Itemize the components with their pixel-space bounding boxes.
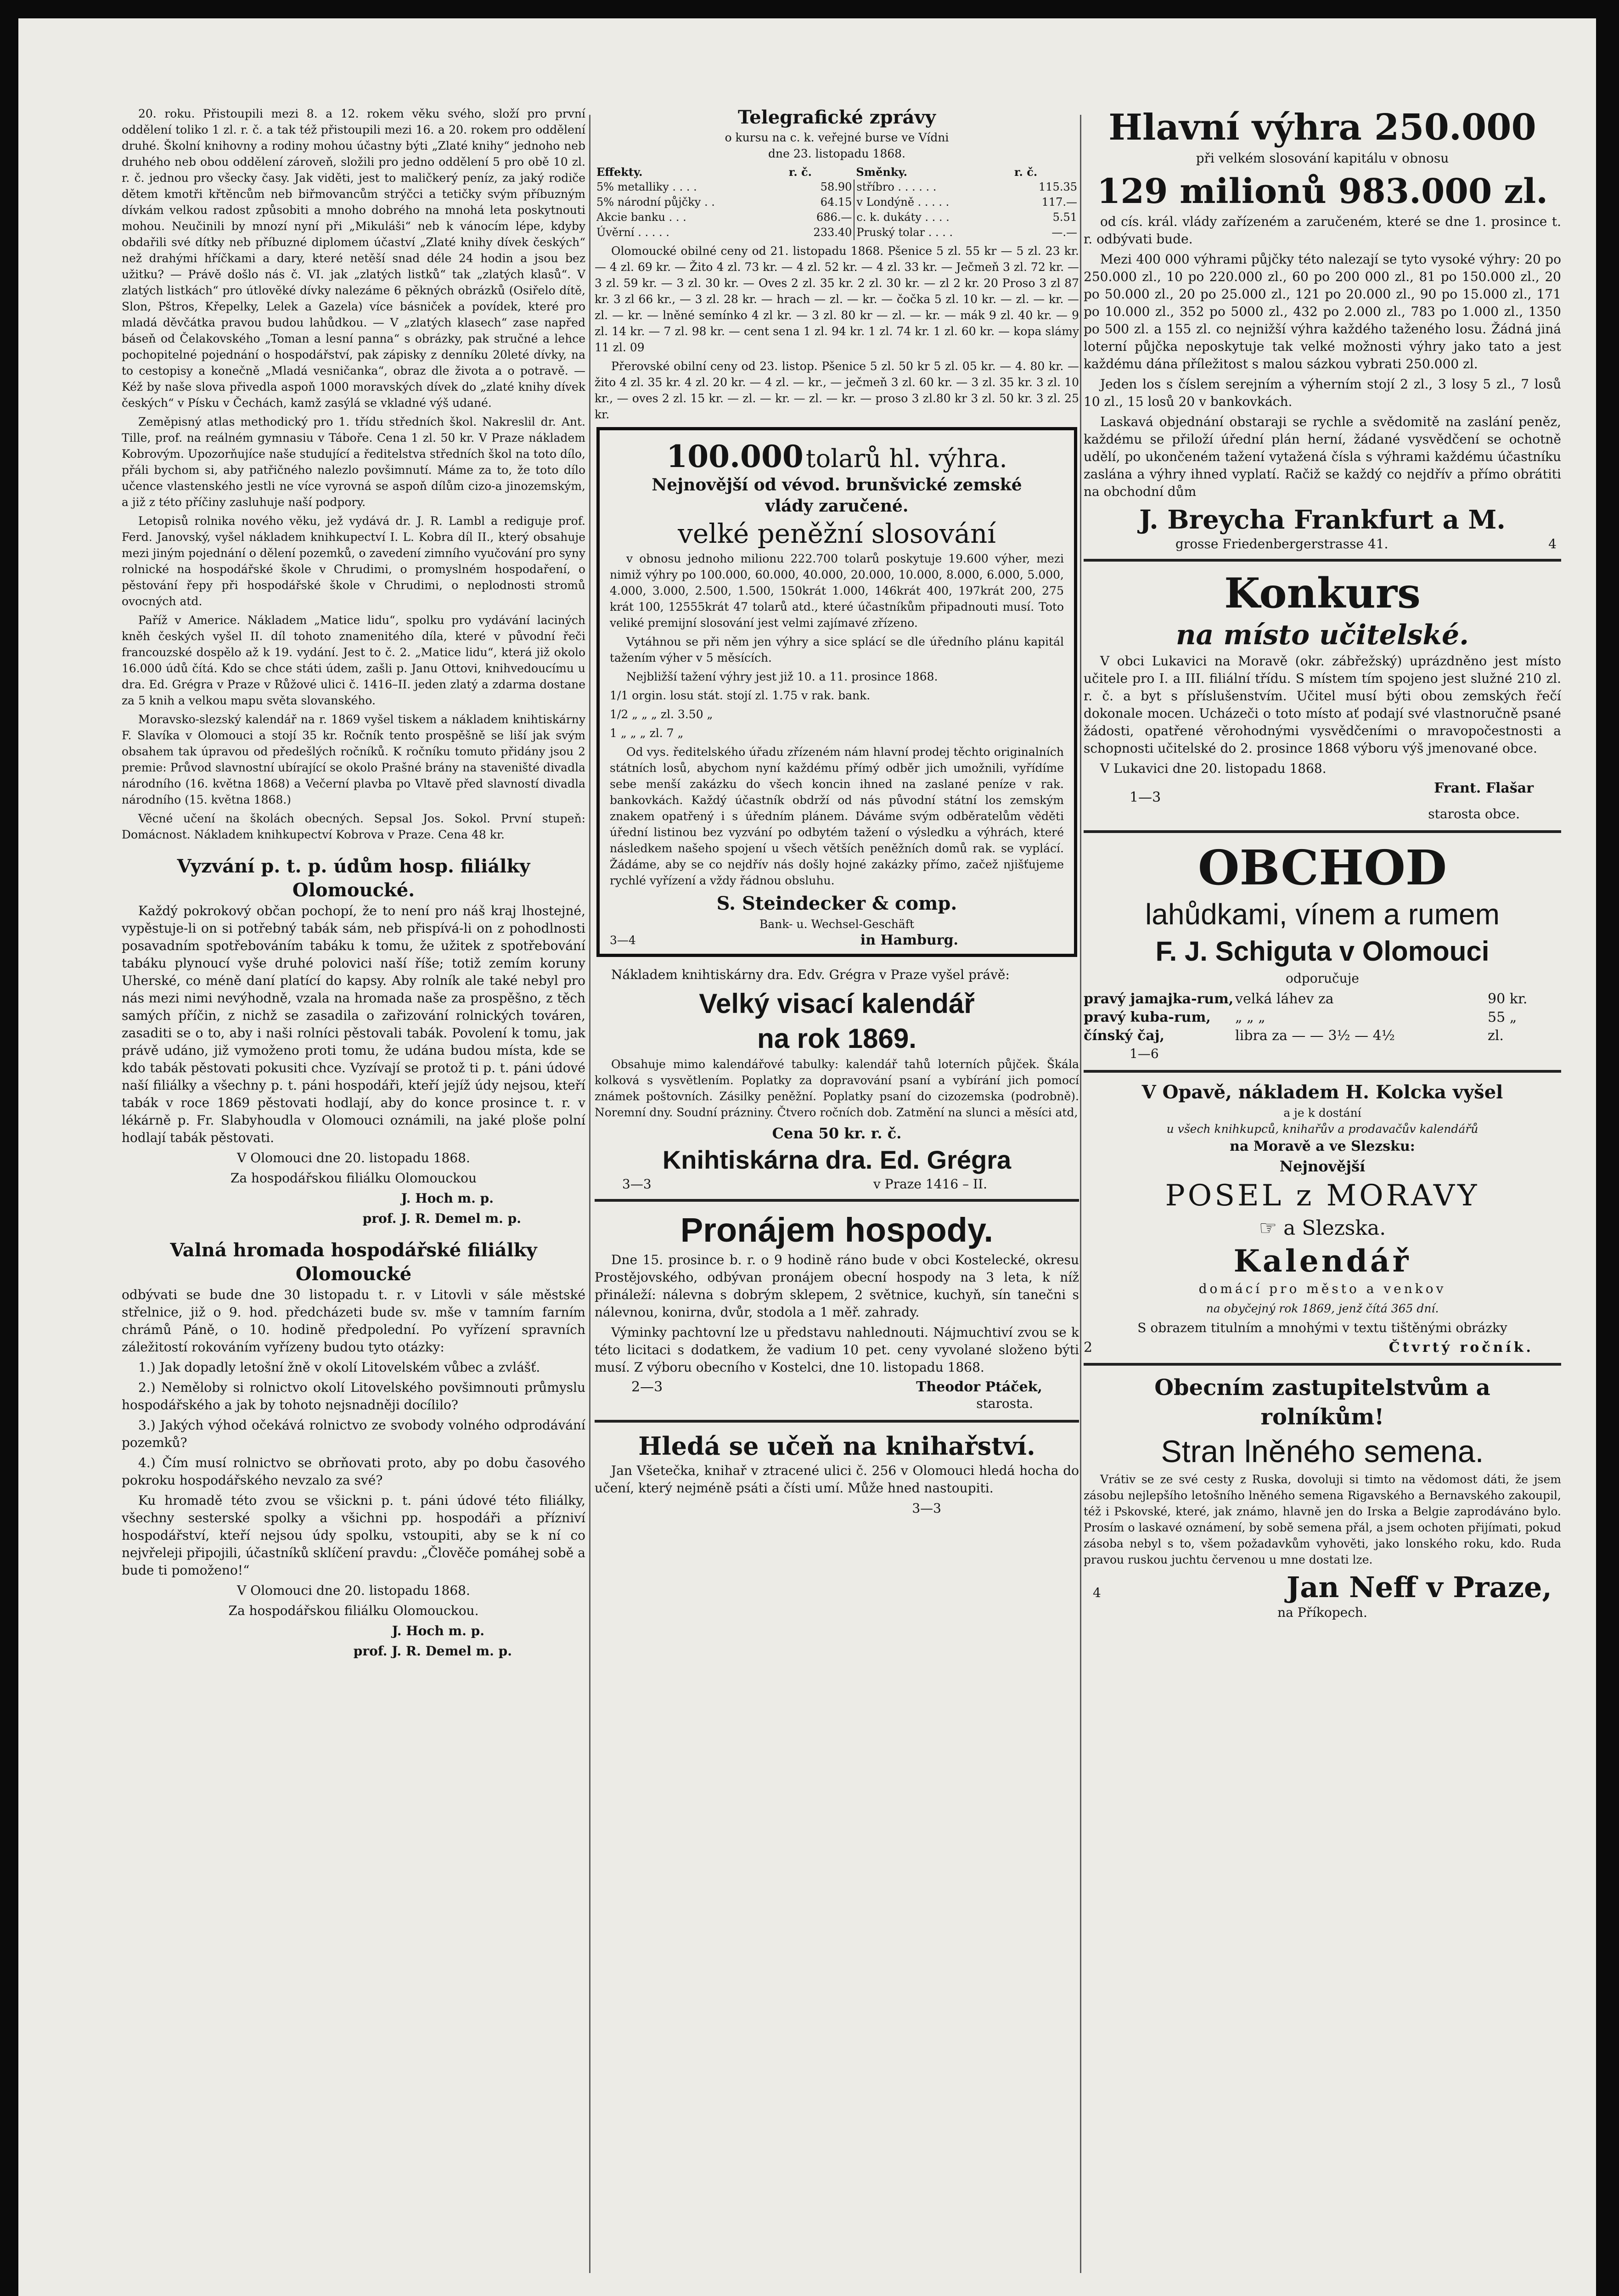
- exchange-cell: c. k. dukáty . . . .: [854, 210, 1012, 225]
- konkurs-sub: na místo učitelské.: [1175, 619, 1469, 651]
- valna-hromada-date: V Olomouci dne 20. listopadu 1868.: [237, 1583, 470, 1598]
- price-value: zl. 3.50 „: [660, 708, 713, 721]
- lottery-big-title: velké peněžní slosování: [678, 518, 996, 549]
- hlavni-vyhra-p2: Mezi 400 000 výhrami půjčky této nalezají se tyto vysoké výhry: 20 po 250.000 zl., 10 po 220.000 zl., 60 po 200 000 zl., 81 po 150.000 zl., 20 po 50.000 zl., 20 po 25.000 zl., 121 po 20.000 zl., 90 po 15.000 zl., 171 po 10.000 zl., 352 po 5000 zl., 432 po 2.000 zl., 783 po 1.000 zl., 1350 po 500 zl. a 155 zl. co nejnižší výhra každého taženého losu. Žádná jiná loterní půjčka neposkytuje tak velké možnosti výhry jako tato a jest každému dána příležitost s malou sázkou vybrati 250.000 zl.: [1084, 252, 1561, 371]
- hlavni-vyhra-p1: od cís. král. vlády zařízeném a zaručeném, které se dne 1. prosince t. r. odbývati bude.: [1084, 214, 1561, 247]
- hlavni-vyhra-p3: Jeden los s číslem serejním a výherním stojí 2 zl., 3 losy 5 zl., 7 losů 10 zl., 15 losů 20 v bankovkách.: [1084, 377, 1561, 409]
- price-value: zl. 1.75 v rak. bank.: [755, 689, 871, 702]
- exchange-cell: 233.40: [813, 226, 852, 239]
- kalendar-title: Velký visací kalendář: [699, 988, 975, 1019]
- lottery-p2: Vytáhnou se při něm jen výhry a sice splácí se dle úředního plánu kapitál tažením výher v 5 měsících.: [610, 635, 1064, 664]
- valna-hromada-title-2: Olomoucké: [295, 1263, 412, 1285]
- pariz-notice: Paříž v Americe. Nákladem „Matice lidu“, spolku pro vydávání laciných kněh českých vyšel II. díl tohoto znamenitého díla, které v původní řeči francouzské dospělo až k 19. vydání. Jest to č. 2. „Matice lidu“, která již okolo 16.000 údů čítá. Kdo se chce státi údem, zašli p. Janu Ottovi, knihvedoucímu u dra. Ed. Grégra v Praze v Růžové ulici č. 1416–II. jeden zlatý a zdarma dostane za 5 knih a velkou mapu světa slovanského.: [122, 613, 585, 707]
- posel-sellers: u všech knihkupců, knihařův a prodavačův kalendářů: [1166, 1122, 1478, 1136]
- pronajem-signature: Theodor Ptáček,: [916, 1379, 1042, 1395]
- kalendar-year: na rok 1869.: [757, 1023, 916, 1054]
- obchod-item-desc: libra za — — 3½ — 4½: [1235, 1028, 1395, 1044]
- atlas-notice: Zeměpisný atlas methodický pro 1. třídu středních škol. Nakreslil dr. Ant. Tille, prof. na reálném gymnasiu v Táboře. Cena 1 zl. 50 kr. V Praze nákladem Kobrovým. Upozorňujíce naše studující a ředitelstva středních škol na toto dílo, přáli bychom si, aby patřičného nalezlo povšimnutí. Máme za to, že toto dílo učence vlastenského jestli ne více vyrovná se aspoň dílům cizo-a jinozemským, a již z této příčiny zasluhuje naší podpory.: [122, 415, 585, 509]
- obchod-item-name: čínský čaj,: [1084, 1028, 1165, 1044]
- vyzvani-date: V Olomouci dne 20. listopadu 1868.: [237, 1150, 470, 1165]
- exchange-cell: 58.90: [820, 180, 852, 193]
- neff-address: na Příkopech.: [1277, 1605, 1367, 1620]
- kalendar-address: v Praze 1416 – II.: [873, 1176, 987, 1192]
- lottery-firm: S. Steindecker & comp.: [716, 893, 957, 914]
- column-rule-1: [589, 115, 590, 2273]
- price-label: 1/1 orgin. losu stát. stojí: [610, 689, 752, 702]
- question-4: 4.) Čím musí rolnictvo se obrňovati proto, aby po dobu časového pokroku hospodářského nevzalo za své?: [122, 1455, 585, 1488]
- question-2: 2.) Neměloby si rolnictvo okolí Litovelského povšimnouti průmyslu hospodářského a jak by tohoto nejsnadněji docílilo?: [122, 1380, 585, 1412]
- question-3: 3.) Jakých výhod očekává rolnictvo ze svobody volného odprodávání pozemků?: [122, 1418, 585, 1450]
- olomouc-grain-prices: Olomoucké obilné ceny od 21. listopadu 1868. Pšenice 5 zl. 55 kr — 5 zl. 23 kr. — 4 zl. 69 kr. — Žito 4 zl. 73 kr. — 4 zl. 52 kr. — 4 zl. 33 kr. — Ječmeň 3 zl. 72 kr. — 3 zl. 59 kr. — 3 zl. 30 kr. — Oves 2 zl. 35 kr. 2 zl. 30 kr. — zl 2 kr. 20 Proso 3 zl 87 kr. 3 zl 66 kr., — 3 zl. 28 kr. — hrach — zl. — kr. — čočka 5 zl. 10 kr. — zl. — kr. — zl. — kr. — lněné semínko 4 zl kr. — 3 zl. 80 kr — zl. — kr. — mák 9 zl. 40 kr. — 9 zl. 14 kr. — 7 zl. 98 kr. — cent sena 1 zl. 94 kr. 1 zl. 74 kr. 1 zl. 60 kr. — kopa slámy 11 zl. 09: [595, 244, 1079, 354]
- posel-region: na Moravě a ve Slezsku:: [1230, 1138, 1415, 1154]
- posel-kalendar-sub: domácí pro město a venkov: [1198, 1281, 1446, 1296]
- divider: [1084, 830, 1561, 833]
- valna-hromada-body-2: Ku hromadě této zvou se všickni p. t. páni údové této filiálky, všechny sesterské spolky a všichni pp. hospodáři a přízniví hospodářství, kteří nejsou údy spolku, vstoupiti, aby se k ní co nejvřeleji připojili, účastníků sklíčení pravdu: „Člověče pomáhej sobě a bude ti pomoženo!“: [122, 1493, 585, 1578]
- neff-firm: Jan Neff v Praze,: [1286, 1570, 1552, 1604]
- pointing-hand-icon: ☞: [1259, 1216, 1284, 1240]
- vecne-uceni-notice: Věcné učení na školách obecných. Sepsal Jos. Sokol. První stupeň: Domácnost. Nákladem knihkupectví Kobrova v Praze. Cena 48 kr.: [122, 812, 585, 841]
- posel-rocnik: Čtvrtý ročník.: [1389, 1339, 1534, 1356]
- rc-header-2: r. č.: [1014, 165, 1038, 179]
- posel-footer: [1084, 1339, 1561, 1356]
- konkurs-num: 1—3: [1130, 789, 1161, 805]
- divider: [1084, 1070, 1561, 1073]
- kalendar-num: 3—3: [622, 1176, 652, 1192]
- column-1: [122, 106, 585, 1663]
- lottery-sub-1: Nejnovější od vévod. brunšvické zemské: [652, 475, 1022, 495]
- posel-sub: [1084, 1215, 1561, 1242]
- table-row: [595, 195, 1079, 210]
- telegraph-subtitle: o kursu na c. k. veřejné burse ve Vídni: [725, 131, 949, 144]
- obchod-sub: lahůdkami, vínem a rumem: [1145, 898, 1500, 931]
- konkurs-signature: Frant. Flašar: [1434, 780, 1534, 796]
- lneneho-body: Vrátiv se ze své cesty z Ruska, dovoluji si timto na vědomost dáti, že jsem zásobu nejlepšího letošního lněného semena Rigavského a Bernavského zakoupil, též i Pskovské, které, jak známo, hlavně jen do Irska a Belgie zaprodáváno bylo. Prosím o laskavé oznámení, by sobě semena přál, a jsem ochoten přijímati, pokud zásoba nebyl s to, všem požadavkům vyhověti, jako lonského roku, kdo. Ruda pravou ruskou juchtu červenou u mne dostati lze.: [1084, 1473, 1561, 1566]
- exchange-cell: 5% metalliky . . . .: [596, 180, 697, 193]
- breycha-num: 4: [1548, 536, 1557, 551]
- exchange-cell: 5.51: [1052, 211, 1077, 224]
- valna-hromada-title: Valná hromada hospodářské filiálky: [170, 1239, 537, 1261]
- divider: [595, 1199, 1079, 1202]
- lneneho-title: Stran lněného semena.: [1161, 1434, 1484, 1469]
- lottery-headline-text: tolarů hl. výhra.: [805, 444, 1007, 473]
- lottery-bank: Bank- u. Wechsel-Geschäft: [759, 917, 914, 931]
- kalendar-body: Obsahuje mimo kalendářové tabulky: kalendář tahů loterních půjček. Škála kolková s vysvětlením. Poplatky za dopravování psaní a vybírání jich pomocí známek poštovních. Zásilky peněžní. Poplatky psaní do cizozemska (podrobně). Noremní dny. Soudní prázniny. Čtvero ročních dob. Zatmění na slunci a měsíci atd,: [595, 1058, 1079, 1119]
- posel-images: S obrazem titulním a mnohými v textu tištěnými obrázky: [1137, 1320, 1507, 1335]
- exchange-cell: 117.—: [1041, 196, 1077, 208]
- breycha-address: grosse Friedenbergerstrasse 41.: [1175, 536, 1389, 551]
- konkurs-role: starosta obce.: [1428, 806, 1520, 822]
- kalendar-publisher: Nákladem knihtiskárny dra. Edv. Grégra v Praze vyšel právě:: [611, 967, 1010, 982]
- column-rule-2: [1080, 115, 1081, 2273]
- divider: [1084, 1363, 1561, 1366]
- knihar-body: Jan Všetečka, knihař v ztracené ulici č. 256 v Olomouci hledá hocha do učení, který nejméně psáti a čísti umí. Může hned nastoupiti.: [595, 1463, 1079, 1496]
- knihar-num: 3—3: [912, 1501, 941, 1516]
- lottery-p3: Nejbližší tažení výhry jest již 10. a 11. prosince 1868.: [626, 670, 938, 683]
- posel-title: POSEL z MORAVY: [1165, 1179, 1480, 1213]
- price-label: 1 „ „ „: [610, 726, 646, 740]
- pronajem-num: 2—3: [631, 1379, 663, 1395]
- lottery-price-row: [610, 706, 1064, 722]
- exchange-table: [595, 164, 1079, 240]
- price-label: 1/2 „ „ „: [610, 708, 657, 721]
- lottery-footer: [610, 932, 1064, 948]
- pronajem-body: Dne 15. prosince b. r. o 9 hodině ráno bude v obci Kostelecké, okresu Prostějovského, odbývan pronájem obecní hospody na 3 leta, k níž přináleží: nálevna s dobrým sklepem, 2 světnice, kuchyň, sín tanečni s nálevnou, konirna, dvůr, stodola a 1 měř. zahrady.: [595, 1252, 1079, 1320]
- valna-hromada-sig-2: prof. J. R. Demel m. p.: [353, 1643, 512, 1659]
- valna-hromada-for: Za hospodářskou filiálku Olomouckou.: [228, 1603, 479, 1618]
- obchod-firm: F. J. Schiguta v Olomouci: [1155, 936, 1490, 967]
- divider: [595, 1420, 1079, 1423]
- obchod-item-price: 90 kr.: [1488, 991, 1528, 1007]
- pronajem-role: starosta.: [976, 1396, 1033, 1411]
- obchod-title: OBCHOD: [1197, 839, 1447, 896]
- vyzvani-for: Za hospodářskou filiálku Olomouckou: [230, 1171, 477, 1186]
- exchange-cell: v Londýně . . . . .: [854, 195, 1012, 210]
- lottery-price-row: [610, 687, 1064, 703]
- lottery-headline: [610, 439, 1064, 474]
- table-row: [595, 180, 1079, 195]
- exchange-cell: 686.—: [816, 211, 852, 224]
- konkurs-title: Konkurs: [1224, 569, 1421, 618]
- neff-footer: [1084, 1570, 1561, 1604]
- obchod-recommends: odporučuje: [1286, 971, 1359, 986]
- pronajem-body-2: Výminky pachtovní lze u představu nahlednouti. Nájmuchtiví zvou se k této licitaci s dodatkem, že vadium 10 pet. ceny vyvolané složeno býti musí. Z výboru obecního v Kostelci, dne 10. listopadu 1868.: [595, 1325, 1079, 1375]
- lottery-amount: 100.000: [666, 439, 804, 474]
- posel-kalendar: Kalendář: [1233, 1243, 1411, 1279]
- vyzvani-sig-1: J. Hoch m. p.: [401, 1191, 494, 1206]
- question-1: 1.) Jak dopadly letošní žně v okolí Litovelském vůbec a zvlášť.: [138, 1360, 540, 1375]
- letopisy-notice: Letopisů rolnika nového věku, jež vydává dr. J. R. Lambl a rediguje prof. Ferd. Janovský, vyšel nákladem knihkupectví I. L. Kobra díl II., který obsahuje mezi jiným pojednání o dělení pozemků, o zavedení zimního vyučování pro syny rolnické na hospodářské škole v Chrudimi, o promyslném hospodaření, o pěstování řepy při hospodářské škole v Chrudimi, o neplodnosti stromů ovocných atd.: [122, 514, 585, 608]
- exchange-cell: 64.15: [820, 196, 852, 208]
- intro-paragraph: 20. roku. Přistoupili mezi 8. a 12. rokem věku svého, složí pro první oddělení toliko 1 zl. r. č. a tak též přistoupili mezi 16. a 20. rokem pro oddělení druhé. Školní knihovny a rodiny mohou účastny býti „Zlaté knihy“ jednoho neb druhého neb obou oddělení zároveň, složili pro jedno oddělení 5 pro obě 10 zl. r. č. jednou pro všecky časy. Jak viděti, jest to maličkerý peníz, za jaký rodiče dětem kmotři křtěncům neb biřmovancům strýčci a tetičky svým příbuzným dívkám velkou radost způsobiti a mnoho dobrého na mnohá leta poskytnouti mohou. Neučinili by mnozí nyní při „Mikuláši“ neb k vánocím lépe, kdyby obdařili své dítky neb příbuzné diplomem účaství „Zlaté knihy dívek českých“ než drahými hříčkami a dary, které netěší snad déle 24 hodin a jsou bez užitku? — Právě došlo nás č. VI. jak „zlatých listků“ tak „zlatých klasů“. V zlatých listkách“ pro útlověké dívky nalezáme 6 pěkných obrázků (Osiřelo dítě, Slon, Pštros, Křepelky, Lelek a Gazela) více básniček a povídek, které pro mladá děvčátka pravou budou lahůdkou. — V „zlatých klasech“ zase napřed báseň od Čelakovského „Toman a lesní panna“ s obrázky, pak stručné a lehce pochopitelné pojednání o hospodářství, pak zápisky z denníku 20leté dívky, na to cestopisy a konečně „Mladá vesničanka“, obraz dle života a o potravě. — Kéž by naše slova přivedla aspoň 1000 moravských dívek do „zlaté knihy dívek českých“ v Písku v Čechách, kamž zasýlá se vkladné výš udané.: [122, 107, 585, 410]
- lottery-price-row: [610, 725, 1064, 741]
- list-item: [1084, 1027, 1561, 1045]
- obchod-num: 1—6: [1130, 1046, 1159, 1061]
- posel-num: 2: [1084, 1339, 1093, 1356]
- posel-publisher: V Opavě, nákladem H. Kolcka vyšel: [1141, 1081, 1503, 1103]
- konkurs-body: V obci Lukavici na Moravě (okr. zábřežský) uprázdněno jest místo učitele pro I. a III. filiální třídu. S místem tím spojeno jest služné 210 zl. r. č. a byt s příslušenstvím. Učitel musí býti obou zemských řečí dokonale mocen. Ucházeči o toto místo ať podají své vlastnoručně psané žádosti, opatřené věrohodnými vysvědčeními o mravopočestnosti a schopnosti učitelské do 2. prosince 1868 výboru výš jmenované obce.: [1084, 653, 1561, 756]
- pronajem-footer: [595, 1379, 1079, 1395]
- table-row: [595, 210, 1079, 225]
- obchod-item-price: 55 „: [1488, 1009, 1517, 1025]
- kalendar-notice: Moravsko-slezský kalendář na r. 1869 vyšel tiskem a nákladem knihtiskárny F. Slavíka v Olomouci a stojí 35 kr. Ročník tento prospěšně se liší jak svým obsahem tak úpravou od předešlých ročníků. K ročníku tomuto přidány jsou 2 premie: Průvod slavnostní ubírající se okolo Prašné brány na staveništé divadla národního (16. května 1868) a Večerní plavba po Vltavě před slavností divadla národního (15. května 1868.): [122, 713, 585, 806]
- konkurs-date: V Lukavici dne 20. listopadu 1868.: [1100, 761, 1327, 776]
- breycha-firm: J. Breycha Frankfurt a M.: [1139, 505, 1506, 535]
- lottery-p4: Od vys. ředitelského úřadu zřízeném nám hlavní prodej těchto originalních státních losů, abychom nyní každému přímý odběr jich umožnili, vyřídíme sebe menší zakázku do všech koncin ihned na zaslané peníze v rak. bankovkách. Každý účastník obdrží od nás původní státní los zemským znakem opatřený i s úředním plánem. Dáváme svým odběratelům věděti úřední listinou bez vyzvání po odbytém tažení o výsledku a výhrách, které následkem našeho spojení u všech větších peněžních domů rak. se vyplácí. Žádáme, aby se co nejdřív nás došly hojné zakázky přímo, začež njišťujeme rychlé vyřízení a vždy řádnou obsluhu.: [610, 745, 1064, 887]
- lottery-p1: v obnosu jednoho milionu 222.700 tolarů poskytuje 19.600 výher, mezi nimiž výhry po 100.000, 60.000, 40.000, 20.000, 10.000, 8.000, 6.000, 5.000, 4.000, 3.000, 2.500, 1.500, 150krát 1.000, 146krát 400, 197krát 200, 275 krát 100, 12555krát 47 tolarů atd., které účastníkům připadnouti musí. Toto veliké premijní slosování jest velmi zajímavé zřízeno.: [610, 552, 1064, 630]
- telegraph-date: dne 23. listopadu 1868.: [768, 147, 905, 160]
- vyzvani-title: Vyzvání p. t. p. údům hosp. filiálky: [177, 855, 530, 877]
- prerov-grain-prices: Přerovské obilní ceny od 23. listop. Pšenice 5 zl. 50 kr 5 zl. 05 kr. — 4. 80 kr. — žito 4 zl. 35 kr. 4 zl. 20 kr. — 4 zl. — kr., — ječmeň 3 zl. 60 kr. — 3 zl. 35 kr. 3 zl. 10 kr., — oves 2 zl. 15 kr. — zl. — kr. — zl. — kr. — proso 3 zl.80 kr 3 zl. 50 kr. 3 zl. 25 kr.: [595, 360, 1079, 421]
- obchod-item-desc: „ „ „: [1235, 1009, 1265, 1025]
- telegraph-title: Telegrafické zprávy: [738, 107, 936, 128]
- lottery-sub-2: vlády zaručené.: [765, 496, 909, 516]
- obecnim-title: Obecním zastupitelstvům a: [1154, 1375, 1490, 1401]
- valna-hromada-sig-1: J. Hoch m. p.: [392, 1623, 484, 1638]
- vyzvani-title-2: Olomoucké.: [292, 879, 415, 901]
- obchod-item-price: zl.: [1488, 1028, 1504, 1044]
- column-3: [1084, 106, 1561, 1624]
- effects-header: Effekty.: [596, 165, 643, 179]
- divider: [1084, 559, 1561, 562]
- obecnim-title-2: rolníkům!: [1260, 1404, 1384, 1430]
- vyzvani-sig-2: prof. J. R. Demel m. p.: [362, 1211, 521, 1226]
- kalendar-footer: [595, 1176, 1079, 1192]
- obchod-item-desc: velká láhev za: [1235, 991, 1334, 1007]
- exchange-cell: Úvěrní . . . . .: [596, 226, 669, 239]
- table-row: [595, 225, 1079, 240]
- price-value: zl. 7 „: [649, 726, 684, 740]
- konkurs-footer: [1084, 780, 1561, 805]
- exchange-cell: 5% národní půjčky . .: [596, 196, 715, 208]
- newspaper-page: [18, 18, 1596, 2296]
- lottery-city: in Hamburg.: [860, 932, 958, 948]
- exchange-cell: 115.35: [1039, 180, 1077, 193]
- bills-header: Směnky.: [856, 165, 908, 179]
- exchange-header-row: [595, 164, 1079, 180]
- hlavni-vyhra-title: Hlavní výhra 250.000: [1108, 107, 1536, 148]
- posel-new: Nejnovější: [1279, 1158, 1366, 1175]
- rc-header: r. č.: [788, 165, 812, 179]
- exchange-cell: Akcie banku . . .: [596, 211, 686, 224]
- obchod-item-name: pravý jamajka-rum,: [1084, 991, 1234, 1007]
- posel-available: a je k dostání: [1283, 1106, 1361, 1120]
- valna-hromada-body: odbývati se bude dne 30 listopadu t. r. v Litovli v sále městské střelnice, již o 9. hod. předcházeti bude sv. mše v tamním farním chrámů Páně, o 10. hodině předpolední. Po vyřízení spravních záležitostí rokováním vyřízeny budou tyto otázky:: [122, 1287, 585, 1355]
- lottery-num: 3—4: [610, 934, 636, 947]
- hlavni-vyhra-amount: 129 milionů 983.000 zl.: [1097, 172, 1548, 211]
- pronajem-title: Pronájem hospody.: [680, 1211, 994, 1249]
- exchange-cell: —.—: [1051, 226, 1077, 239]
- breycha-footer: [1084, 536, 1561, 551]
- list-item: [1084, 1008, 1561, 1027]
- vyzvani-body: Každý pokrokový občan pochopí, že to není pro náš kraj lhostejné, vypěstuje-li on si potřebný tabák sám, neb přispívá-li on z pohodlnosti posavadním spotřebováním tabáku k tomu, že užitek z spotřebování tabáku plynoucí vyše druhé polovici naší říše; totiž zemím koruny Uherské, co méně daní platící do kapsy. Aby rolník ale také nebyl pro nás mezi nimi nevýhodně, vzala na hromada naše za prospěšno, z těch samých příčin, z nichž se zasadila o zařizování rolnických továren, zasaditi se o to, aby i naši rolníci pěstovali tabák. Povolení k tomu, jak právě udáno, již vymoženo proti tomu, že udána budou místa, kde se kdo tabák pěstovati pokusiti chce. Vyzívají se protož ti p. t. páni údové naší filiálky a všechny p. t. páni hospodáři, kteří jejíž údy nejsou, kteří tabák v roce 1869 pěstovati hodlají, aby do konce prosince t. r. v lékárně p. Fr. Slabyhoudla v Olomouci oznámili, na jaké ploše polní hodlají tabák pěstovati.: [122, 903, 585, 1145]
- column-2: [595, 106, 1079, 1520]
- kalendar-price: Cena 50 kr. r. č.: [772, 1125, 902, 1142]
- hlavni-vyhra-sub: při velkém slosování kapitálu v obnosu: [1196, 151, 1449, 166]
- posel-year: na obyčejný rok 1869, jenž čítá 365 dní.: [1206, 1302, 1439, 1315]
- lottery-ad-box: [596, 427, 1077, 957]
- hlavni-vyhra-p4: Laskavá objednání obstaraji se rychle a svědomitě na zaslání peněz, každému se přiloží úřední plán herní, žádané vysvědčení se ochotně udělí, po ukončeném tažení vytažená čísla s výhrami každému účastníku zaslána a výhry ihned vyplatí. Račiž se každý co nejdřív a přímo obrátiti na obchodní dům: [1084, 414, 1561, 499]
- exchange-cell: stříbro . . . . . .: [854, 180, 1012, 195]
- posel-sub-text: a Slezska.: [1283, 1216, 1386, 1240]
- list-item: [1084, 990, 1561, 1008]
- neff-num: 4: [1093, 1585, 1101, 1600]
- kalendar-firm: Knihtiskárna dra. Ed. Grégra: [662, 1145, 1012, 1174]
- knihar-title: Hledá se učeň na knihařství.: [638, 1431, 1035, 1461]
- exchange-cell: Pruský tolar . . . .: [854, 225, 1012, 240]
- obchod-item-name: pravý kuba-rum,: [1084, 1009, 1211, 1025]
